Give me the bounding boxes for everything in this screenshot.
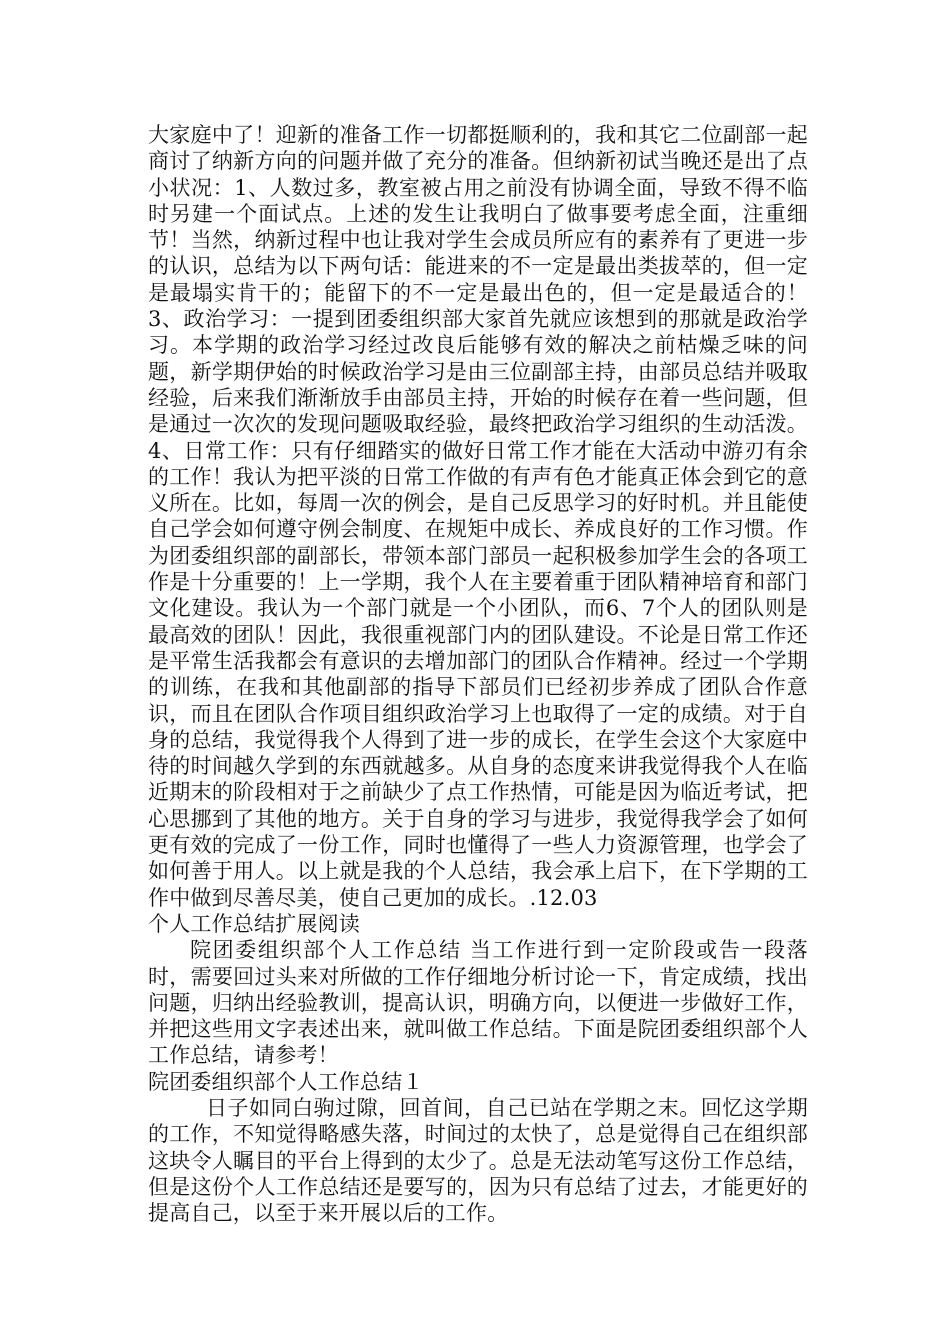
- section-heading: 个人工作总结扩展阅读: [148, 911, 360, 936]
- body-paragraph: 日子如同白驹过隙，回首间，自己已站在学期之末。回忆这学期的工作，不知觉得略感失落，时间过的太快了，总是觉得自己在组织部这块令人瞩目的平台上得到的太少了。总是无法动笔写这份工作总结，但是这份个人工作总结还是要写的，因为只有总结了过去，才能更好的提高自己，以至于来开展以后的工作。: [148, 1095, 808, 1226]
- body-paragraph: 大家庭中了！迎新的准备工作一切都挺顺利的，我和其它二位副部一起商讨了纳新方向的问题并做了充分的准备。但纳新初试当晚还是出了点小状况：1、人数过多，教室被占用之前没有协调全面，导致不得不临时另建一个面试点。上述的发生让我明白了做事要考虑全面，注重细节！当然，纳新过程中也让我对学生会成员所应有的素养有了更进一步的认识，总结为以下两句话：能进来的不一定是最出类拔萃的，但一定是最塌实肯干的；能留下的不一定是最出色的，但一定是最适合的！3、政治学习：一提到团委组织部大家首先就应该想到的那就是政治学习。本学期的政治学习经过改良后能够有效的解决之前枯燥乏味的问题，新学期伊始的时候政治学习是由三位副部主持，由部员总结并吸取经验，后来我们渐渐放手由部员主持，开始的时候存在着一些问题，但是通过一次次的发现问题吸取经验，最终把政治学习组织的生动活泼。4、日常工作：只有仔细踏实的做好日常工作才能在大活动中游刃有余的工作！我认为把平淡的日常工作做的有声有色才能真正体会到它的意义所在。比如，每周一次的例会，是自己反思学习的好时机。并且能使自己学会如何遵守例会制度、在规矩中成长、养成良好的工作习惯。作为团委组织部的副部长，带领本部门部员一起积极参加学生会的各项工作是十分重要的！上一学期，我个人在主要着重于团队精神培育和部门文化建设。我认为一个部门就是一个小团队，而6、7个人的团队则是最高效的团队！因此，我很重视部门内的团队建设。不论是日常工作还是平常生活我都会有意识的去增加部门的团队合作精神。经过一个学期的训练，在我和其他副部的指导下部员们已经初步养成了团队合作意识，而且在团队合作项目组织政治学习上也取得了一定的成绩。对于自身的总结，我觉得我个人得到了进一步的成长，在学生会这个大家庭中待的时间越久学到的东西就越多。从自身的态度来讲我觉得我个人在临近期末的阶段相对于之前缺少了点工作热情，可能是因为临近考试，把心思挪到了其他的地方。关于自身的学习与进步，我觉得我学会了如何更有效的完成了一份工作，同时也懂得了一些人力资源管理，也学会了如何善于用人。以上就是我的个人总结，我会承上启下，在下学期的工作中做到尽善尽美，使自己更加的成长。.12.03: [148, 123, 808, 910]
- document-body: [148, 122, 808, 1226]
- subsection-heading: 院团委组织部个人工作总结１: [148, 1069, 424, 1094]
- intro-paragraph: 院团委组织部个人工作总结 当工作进行到一定阶段或告一段落时，需要回过头来对所做的工作仔细地分析讨论一下，肯定成绩，找出问题，归纳出经验教训，提高认识，明确方向，以便进一步做好工作，并把这些用文字表述出来，就叫做工作总结。下面是院团委组织部个人工作总结，请参考！: [148, 938, 808, 1068]
